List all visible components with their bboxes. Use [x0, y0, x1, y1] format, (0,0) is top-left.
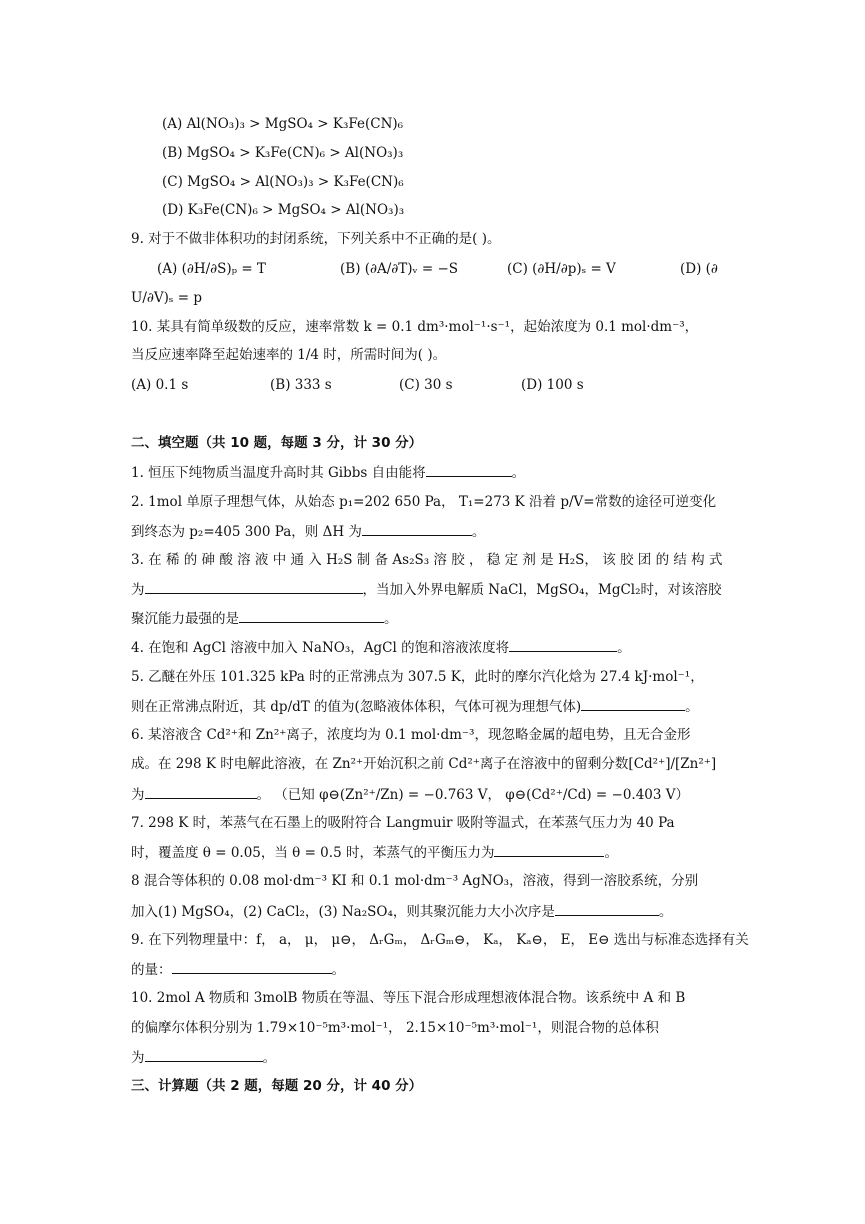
q9-option-c: (C) (∂H/∂p)ₛ = V [507, 261, 616, 277]
q9-option-b: (B) (∂A/∂T)ᵥ = −S [340, 261, 459, 277]
q8-option-d: (D) K₃Fe(CN)₆ > MgSO₄ > Al(NO₃)₃ [162, 202, 405, 218]
fill-q7-line1: 7. 298 K 时，苯蒸气在石墨上的吸附符合 Langmuir 吸附等温式，在苯蒸气压力为 40 Pa [131, 815, 675, 831]
fill-q3-blank-strongest[interactable] [239, 608, 384, 623]
fill-q5-line1: 5. 乙醚在外压 101.325 kPa 时的正常沸点为 307.5 K，此时的摩尔汽化焓为 27.4 kJ·mol⁻¹， [131, 669, 704, 685]
fill-q10-line3: 为 。 [131, 1047, 276, 1068]
q10-line1: 10. 某具有简单级数的反应，速率常数 k = 0.1 dm³·mol⁻¹·s⁻¹，起始浓度为 0.1 mol·dm⁻³， [131, 319, 699, 335]
fill-q2-line2: 到终态为 p₂=405 300 Pa，则 ΔH 为 。 [131, 521, 485, 542]
fill-q7-blank[interactable] [494, 842, 604, 857]
fill-q7-line2: 时，覆盖度 θ = 0.05，当 θ = 0.5 时，苯蒸气的平衡压力为 。 [131, 842, 618, 863]
fill-q8-blank[interactable] [555, 901, 659, 916]
q8-option-b: (B) MgSO₄ > K₃Fe(CN)₆ > Al(NO₃)₃ [162, 145, 404, 161]
fill-q4-blank[interactable] [509, 637, 617, 652]
fill-q3-line3: 聚沉能力最强的是 。 [131, 608, 398, 629]
fill-q6-line3: 为 。 （已知 φ⊖(Zn²⁺/Zn) = −0.763 V， φ⊖(Cd²⁺/Cd) = −0.403 V） [131, 784, 689, 805]
q10-line2: 当反应速率降至起始速率的 1/4 时，所需时间为( )。 [131, 347, 447, 363]
fill-q1: 1. 恒压下纯物质当温度升高时其 Gibbs 自由能将 。 [131, 462, 525, 483]
fill-q10-line1: 10. 2mol A 物质和 3molB 物质在等温、等压下混合形成理想液体混合物。该系统中 A 和 B [131, 990, 686, 1006]
q10-option-c: (C) 30 s [399, 377, 453, 393]
fill-q6-line1: 6. 某溶液含 Cd²⁺和 Zn²⁺离子，浓度均为 0.1 mol·dm⁻³，现忽略金属的超电势，且无合金形 [131, 727, 691, 743]
fill-q9-blank[interactable] [172, 959, 332, 974]
q10-option-d: (D) 100 s [521, 377, 584, 393]
q9-stem: 9. 对于不做非体积功的封闭系统，下列关系中不正确的是( )。 [131, 231, 501, 247]
q10-option-b: (B) 333 s [270, 377, 332, 393]
fill-q9-line1: 9. 在下列物理量中：f， a， μ， μ⊖， ΔᵣGₘ， ΔᵣGₘ⊖， Kₐ， Kₐ⊖， E， E⊖ 选出与标准态选择有关 [131, 932, 749, 948]
fill-q5-blank[interactable] [581, 696, 685, 711]
fill-q1-blank[interactable] [426, 462, 512, 477]
fill-q6-line2: 成。在 298 K 时电解此溶液，在 Zn²⁺开始沉积之前 Cd²⁺离子在溶液中的留剩分数[Cd²⁺]/[Zn²⁺] [131, 756, 717, 772]
fill-q8-line1: 8 混合等体积的 0.08 mol·dm⁻³ KI 和 0.1 mol·dm⁻³ AgNO₃，溶液，得到一溶胶系统，分别 [131, 873, 699, 889]
fill-q3-blank-structure[interactable] [145, 579, 363, 594]
fill-q2-blank[interactable] [362, 521, 472, 536]
section3-title: 三、计算题（共 2 题，每题 20 分，计 40 分） [131, 1078, 423, 1094]
fill-q9-line2: 的量： 。 [131, 959, 345, 980]
fill-q10-line2: 的偏摩尔体积分别为 1.79×10⁻⁵m³·mol⁻¹， 2.15×10⁻⁵m³·mol⁻¹，则混合物的总体积 [131, 1020, 659, 1036]
fill-q5-line2: 则在正常沸点附近，其 dp/dT 的值为(忽略液体体积，气体可视为理想气体) 。 [131, 696, 699, 717]
fill-q3-line2: 为 ，当加入外界电解质 NaCl，MgSO₄，MgCl₂时，对该溶胶 [131, 579, 722, 600]
fill-q3-line1: 3. 在 稀 的 砷 酸 溶 液 中 通 入 H₂S 制 备 As₂S₃ 溶 胶 ， 稳 定 剂 是 H₂S， 该 胶 团 的 结 构 式 [131, 552, 723, 568]
q9-option-a: (A) (∂H/∂S)ₚ = T [157, 261, 266, 277]
q10-option-a: (A) 0.1 s [131, 377, 189, 393]
fill-q10-blank[interactable] [145, 1047, 263, 1062]
q8-option-c: (C) MgSO₄ > Al(NO₃)₃ > K₃Fe(CN)₆ [162, 174, 404, 190]
fill-q2-line1: 2. 1mol 单原子理想气体，从始态 p₁=202 650 Pa， T₁=273 K 沿着 p/V=常数的途径可逆变化 [131, 494, 717, 510]
q9-option-d-part1: (D) (∂ [680, 261, 718, 277]
q9-option-d-part2: U/∂V)ₛ = p [131, 290, 203, 306]
fill-q4: 4. 在饱和 AgCl 溶液中加入 NaNO₃，AgCl 的饱和溶液浓度将 。 [131, 637, 631, 658]
section2-title: 二、填空题（共 10 题，每题 3 分，计 30 分） [131, 435, 423, 451]
q8-option-a: (A) Al(NO₃)₃ > MgSO₄ > K₃Fe(CN)₆ [162, 116, 404, 132]
fill-q8-line2: 加入(1) MgSO₄，(2) CaCl₂，(3) Na₂SO₄，则其聚沉能力大小次序是 。 [131, 901, 672, 922]
fill-q6-blank[interactable] [145, 784, 257, 799]
